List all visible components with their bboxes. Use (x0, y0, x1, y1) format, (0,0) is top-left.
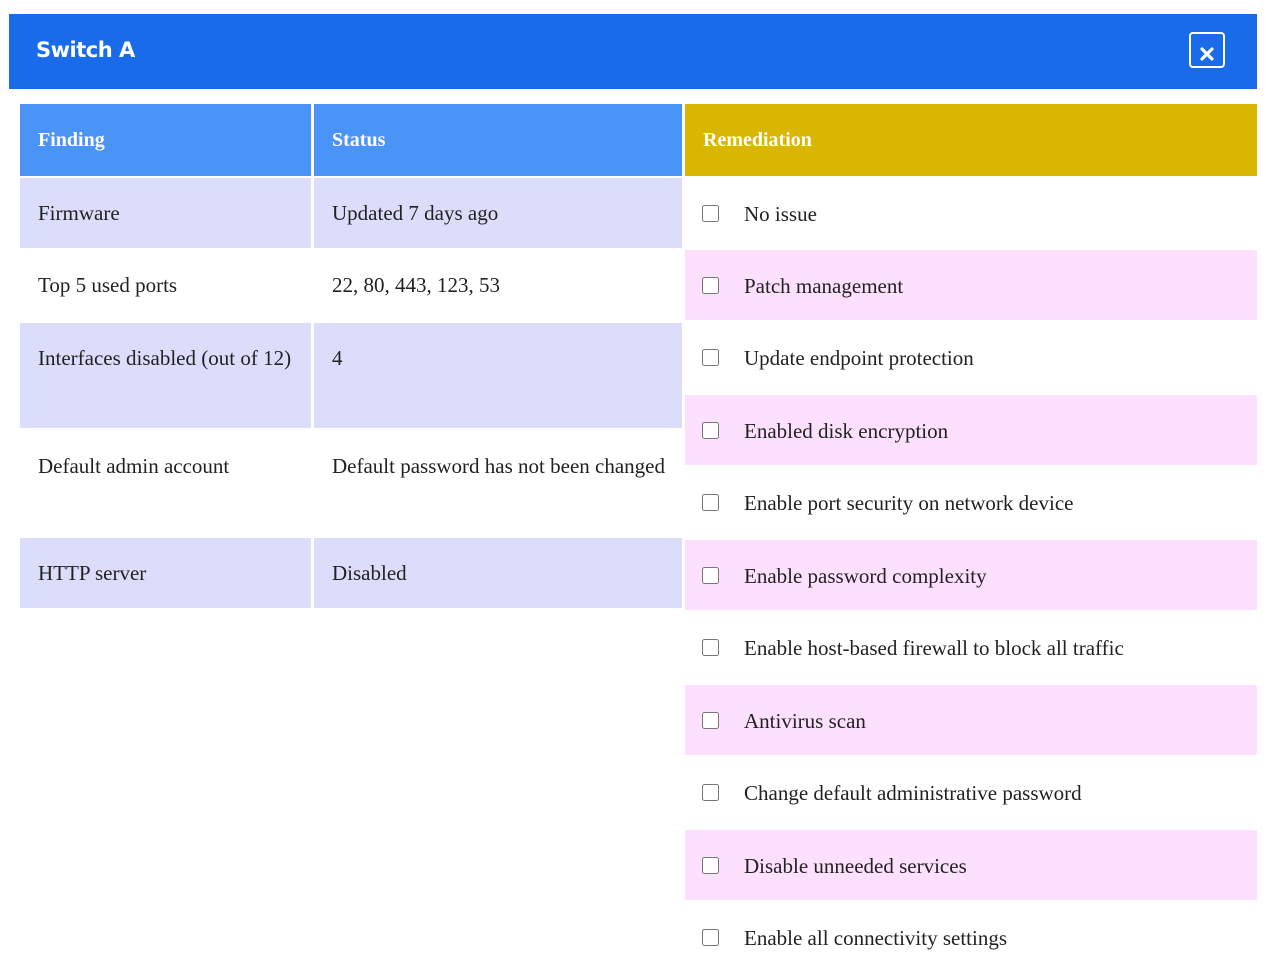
finding-cell-admin-account: Default admin account (20, 431, 311, 536)
header-status: Status (314, 104, 682, 176)
remediation-option[interactable] (685, 467, 1257, 537)
status-cell-interfaces: 4 (314, 323, 682, 428)
remediation-checkbox[interactable] (702, 857, 719, 874)
status-cell-ports: 22, 80, 443, 123, 53 (314, 250, 682, 320)
remediation-checkbox[interactable] (702, 639, 719, 656)
remediation-checkbox[interactable] (702, 422, 719, 439)
dialog-title: Switch A (36, 38, 135, 62)
remediation-option[interactable] (685, 250, 1257, 320)
finding-cell-firmware: Firmware (20, 178, 311, 248)
remediation-label: Enable host-based firewall to block all traffic (744, 636, 1124, 660)
remediation-label: Enabled disk encryption (744, 419, 949, 443)
remediation-checkbox[interactable] (702, 277, 719, 294)
remediation-checkbox[interactable] (702, 494, 719, 511)
remediation-label: Antivirus scan (744, 709, 866, 733)
remediation-option[interactable] (685, 322, 1257, 392)
finding-cell-ports: Top 5 used ports (20, 250, 311, 320)
remediation-label: No issue (744, 202, 817, 226)
remediation-option[interactable] (685, 612, 1257, 682)
dialog-title-bar (9, 14, 1257, 89)
remediation-label: Disable unneeded services (744, 854, 967, 878)
remediation-option[interactable] (685, 830, 1257, 900)
close-button[interactable] (1189, 32, 1225, 68)
remediation-checkbox[interactable] (702, 349, 719, 366)
remediation-option[interactable] (685, 395, 1257, 465)
remediation-label: Enable port security on network device (744, 491, 1074, 515)
remediation-label: Update endpoint protection (744, 346, 974, 370)
remediation-option[interactable] (685, 178, 1257, 248)
remediation-option[interactable] (685, 540, 1257, 610)
finding-cell-http-server: HTTP server (20, 538, 311, 608)
close-x-icon (1199, 46, 1215, 62)
remediation-checkbox[interactable] (702, 784, 719, 801)
remediation-label: Enable password complexity (744, 564, 987, 588)
status-cell-http-server: Disabled (314, 538, 682, 608)
header-finding: Finding (20, 104, 311, 176)
remediation-checkbox[interactable] (702, 205, 719, 222)
remediation-option[interactable] (685, 685, 1257, 755)
remediation-label: Patch management (744, 274, 904, 298)
remediation-option[interactable] (685, 902, 1257, 960)
header-remediation: Remediation (685, 104, 1257, 176)
remediation-checkbox[interactable] (702, 567, 719, 584)
finding-cell-interfaces: Interfaces disabled (out of 12) (20, 323, 311, 428)
remediation-checkbox[interactable] (702, 712, 719, 729)
remediation-label: Enable all connectivity settings (744, 926, 1008, 950)
remediation-checkbox[interactable] (702, 929, 719, 946)
remediation-label: Change default administrative password (744, 781, 1082, 805)
status-cell-firmware: Updated 7 days ago (314, 178, 682, 248)
status-cell-admin-account: Default password has not been changed (314, 431, 682, 536)
remediation-option[interactable] (685, 757, 1257, 827)
